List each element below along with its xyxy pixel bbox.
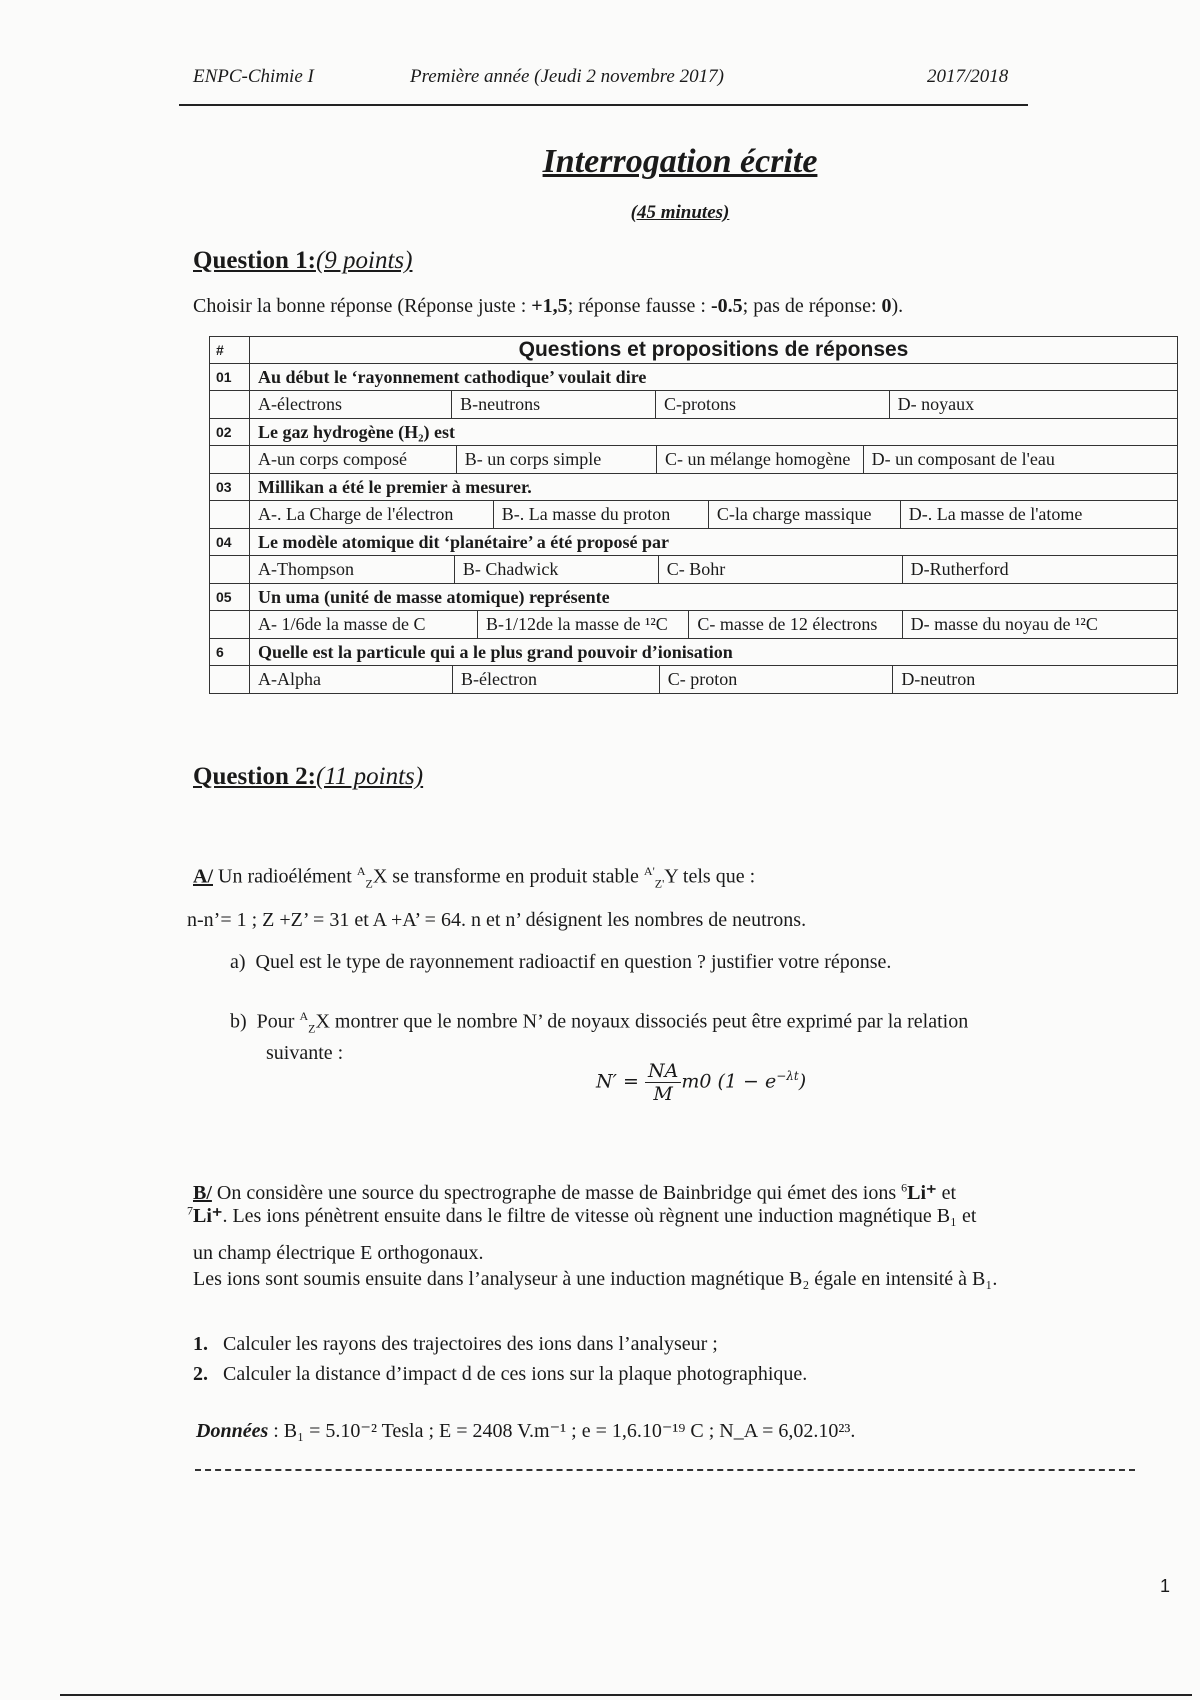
question-1-points: (9 points)	[315, 247, 413, 274]
given-data-values: : B₁ = 5.10⁻² Tesla ; E = 2408 V.m⁻¹ ; e = 1,6.10⁻¹⁹ C ; N_A = 6,02.10²³.	[268, 1420, 856, 1442]
answer-option-a[interactable]: A-. La Charge de l'électron	[250, 501, 494, 528]
options-row	[210, 446, 1178, 474]
question-row	[210, 419, 1178, 446]
col-num-header: #	[210, 337, 250, 364]
options-cell	[250, 391, 1178, 419]
header-session: Première année (Jeudi 2 novembre 2017)	[410, 66, 724, 87]
part-a-item-b-cont: suivante :	[266, 1042, 344, 1064]
answer-option-d[interactable]: D- noyaux	[897, 394, 975, 414]
empty-cell	[210, 611, 250, 639]
options-cell	[250, 611, 1178, 639]
text: et	[936, 1182, 957, 1204]
formula-exponent: −λt	[776, 1069, 799, 1084]
answer-option-b[interactable]: B-neutrons	[452, 391, 656, 418]
question-number: 6	[210, 639, 250, 666]
answer-option-d[interactable]: D-Rutherford	[910, 559, 1009, 579]
question-row	[210, 639, 1178, 666]
options-row	[210, 391, 1178, 419]
item-text: Pour	[256, 1010, 300, 1033]
formula-close: )	[798, 1070, 807, 1093]
question-2-label: Question 2:	[193, 763, 316, 790]
question-number: 03	[210, 474, 250, 501]
item-label: a)	[230, 951, 246, 973]
ion-li6: Li⁺	[907, 1182, 937, 1204]
answer-option-a[interactable]: A-un corps composé	[250, 446, 457, 473]
empty-cell	[210, 501, 250, 529]
empty-cell	[210, 391, 250, 419]
ion-li7: Li⁺	[193, 1205, 223, 1227]
part-b-item-1	[193, 1333, 718, 1356]
answer-option-a[interactable]: A-électrons	[250, 391, 452, 418]
part-b-line-1: B/ On considère une source du spectrographe de masse de Bainbridge qui émet des ions $^6$Li⁺ et	[193, 1180, 957, 1204]
instr-text: ; réponse fausse :	[567, 295, 711, 317]
question-number: 05	[210, 584, 250, 611]
question-2-heading	[193, 763, 423, 791]
question-1-instruction	[193, 295, 903, 318]
given-data	[196, 1418, 855, 1443]
answer-option-b[interactable]: B- un corps simple	[457, 446, 657, 473]
answer-option-a[interactable]: A-Thompson	[250, 556, 455, 583]
empty-cell	[210, 556, 250, 584]
question-2-points: (11 points)	[315, 763, 424, 790]
header-rule	[179, 104, 1028, 106]
answer-option-c[interactable]: C- proton	[660, 666, 894, 693]
part-a-item-b: b) Pour $^A_Z$X montrer que le nombre N’ de noyaux dissociés peut être exprimé par la relation	[230, 1009, 969, 1036]
part-a-conditions: n-n’= 1 ; Z +Z’ = 31 et A +A’ = 64. n et n’ désignent les nombres de neutrons.	[187, 909, 807, 931]
part-b-line-3: un champ électrique E orthogonaux.	[193, 1242, 484, 1264]
question-number: 01	[210, 364, 250, 391]
item-text: X montrer que le nombre N’ de noyaux dissociés peut être exprimé par la relation	[315, 1010, 969, 1033]
item-number: 2.	[193, 1363, 208, 1385]
formula-lhs: N′ =	[596, 1070, 639, 1093]
duration: (45 minutes)	[630, 202, 730, 223]
question-text: Le gaz hydrogène (H₂) est	[250, 419, 1178, 446]
question-text: Millikan a été le premier à mesurer.	[250, 474, 1178, 501]
empty-cell	[210, 666, 250, 694]
instr-bold: -0.5	[710, 295, 743, 317]
answer-option-d[interactable]: D- masse du noyau de ¹²C	[910, 614, 1098, 634]
part-b-item-2	[193, 1363, 807, 1386]
text: . Les ions pénètrent ensuite dans le filtre de vitesse où règnent une induction magnétique B₁ et	[222, 1205, 977, 1227]
part-a-item-a	[230, 951, 891, 974]
answer-option-d[interactable]: D- un composant de l'eau	[871, 449, 1055, 469]
options-cell	[250, 556, 1178, 584]
answer-option-b[interactable]: B-1/12de la masse de ¹²C	[478, 611, 689, 638]
mcq-table	[209, 336, 1178, 694]
answer-option-c[interactable]: C- Bohr	[659, 556, 903, 583]
question-row	[210, 529, 1178, 556]
question-text: Un uma (unité de masse atomique) représente	[250, 584, 1178, 611]
question-text: Le modèle atomique dit ‘planétaire’ a été proposé par	[250, 529, 1178, 556]
text: Y tels que :	[664, 865, 756, 888]
options-row	[210, 556, 1178, 584]
instr-text: ; pas de réponse:	[742, 295, 882, 317]
page-number: 1	[1160, 1576, 1171, 1596]
formula-fraction	[645, 1060, 681, 1105]
item-text: Quel est le type de rayonnement radioactif en question ? justifier votre réponse.	[255, 951, 892, 973]
instr-text: ).	[891, 295, 904, 317]
part-b-line-4: Les ions sont soumis ensuite dans l’analyseur à une induction magnétique B₂ égale en intensité à B₁.	[193, 1268, 998, 1290]
col-title-header: Questions et propositions de réponses	[250, 337, 1178, 364]
decay-formula	[596, 1060, 806, 1105]
question-1-heading	[193, 247, 412, 275]
table-header-row	[210, 337, 1178, 364]
answer-option-c[interactable]: C-la charge massique	[709, 501, 901, 528]
dashed-separator	[195, 1469, 1135, 1471]
instr-text: Choisir la bonne réponse (Réponse juste :	[193, 295, 532, 317]
options-cell	[250, 501, 1178, 529]
part-a-marker: A/	[193, 865, 213, 888]
formula-body: m0 (1 − e	[681, 1070, 777, 1093]
answer-option-a[interactable]: A-Alpha	[250, 666, 453, 693]
part-b-line-2: $^7$Li⁺. Les ions pénètrent ensuite dans le filtre de vitesse où règnent une induction magnétique B₁ et	[187, 1203, 977, 1227]
answer-option-c[interactable]: C-protons	[656, 391, 890, 418]
options-row	[210, 666, 1178, 694]
formula-denominator: M	[653, 1083, 673, 1105]
answer-option-d[interactable]: D-neutron	[901, 669, 976, 689]
item-number: 1.	[193, 1333, 208, 1355]
answer-option-c[interactable]: C- masse de 12 électrons	[689, 611, 902, 638]
item-label: b)	[230, 1010, 247, 1033]
question-row	[210, 364, 1178, 391]
answer-option-a[interactable]: A- 1/6de la masse de C	[250, 611, 478, 638]
text: X se transforme en produit stable	[372, 865, 644, 888]
item-text: Calculer les rayons des trajectoires des ions dans l’analyseur ;	[223, 1333, 718, 1355]
page-title: Interrogation écrite	[542, 143, 818, 180]
options-row	[210, 611, 1178, 639]
answer-option-b[interactable]: B-électron	[453, 666, 660, 693]
question-1-label: Question 1:	[193, 247, 316, 274]
question-row	[210, 474, 1178, 501]
part-b-marker: B/	[193, 1182, 212, 1204]
question-number: 02	[210, 419, 250, 446]
formula-numerator: NA	[645, 1060, 681, 1083]
text: On considère une source du spectrographe de masse de Bainbridge qui émet des ions	[211, 1182, 902, 1204]
options-cell	[250, 666, 1178, 694]
item-text: Calculer la distance d’impact d de ces ions sur la plaque photographique.	[223, 1363, 808, 1385]
options-cell	[250, 446, 1178, 474]
answer-option-c[interactable]: C- un mélange homogène	[657, 446, 864, 473]
answer-option-b[interactable]: B-. La masse du proton	[494, 501, 709, 528]
given-data-label: Données	[196, 1420, 269, 1442]
header-year: 2017/2018	[927, 66, 1009, 87]
question-number: 04	[210, 529, 250, 556]
bottom-rule	[60, 1694, 1192, 1696]
instr-bold: 0	[881, 295, 892, 317]
answer-option-d[interactable]: D-. La masse de l'atome	[908, 504, 1083, 524]
empty-cell	[210, 446, 250, 474]
options-row	[210, 501, 1178, 529]
question-text: Quelle est la particule qui a le plus grand pouvoir d’ionisation	[250, 639, 1178, 666]
instr-bold: +1,5	[531, 295, 568, 317]
header-course: ENPC-Chimie I	[193, 66, 314, 87]
question-row	[210, 584, 1178, 611]
part-a-intro: A/ Un radioélément $^A_Z$X se transforme en produit stable $^{A'}_{Z'}$Y tels que :	[193, 864, 756, 891]
question-text: Au début le ‘rayonnement cathodique’ voulait dire	[250, 364, 1178, 391]
answer-option-b[interactable]: B- Chadwick	[455, 556, 659, 583]
text: Un radioélément	[213, 865, 357, 888]
